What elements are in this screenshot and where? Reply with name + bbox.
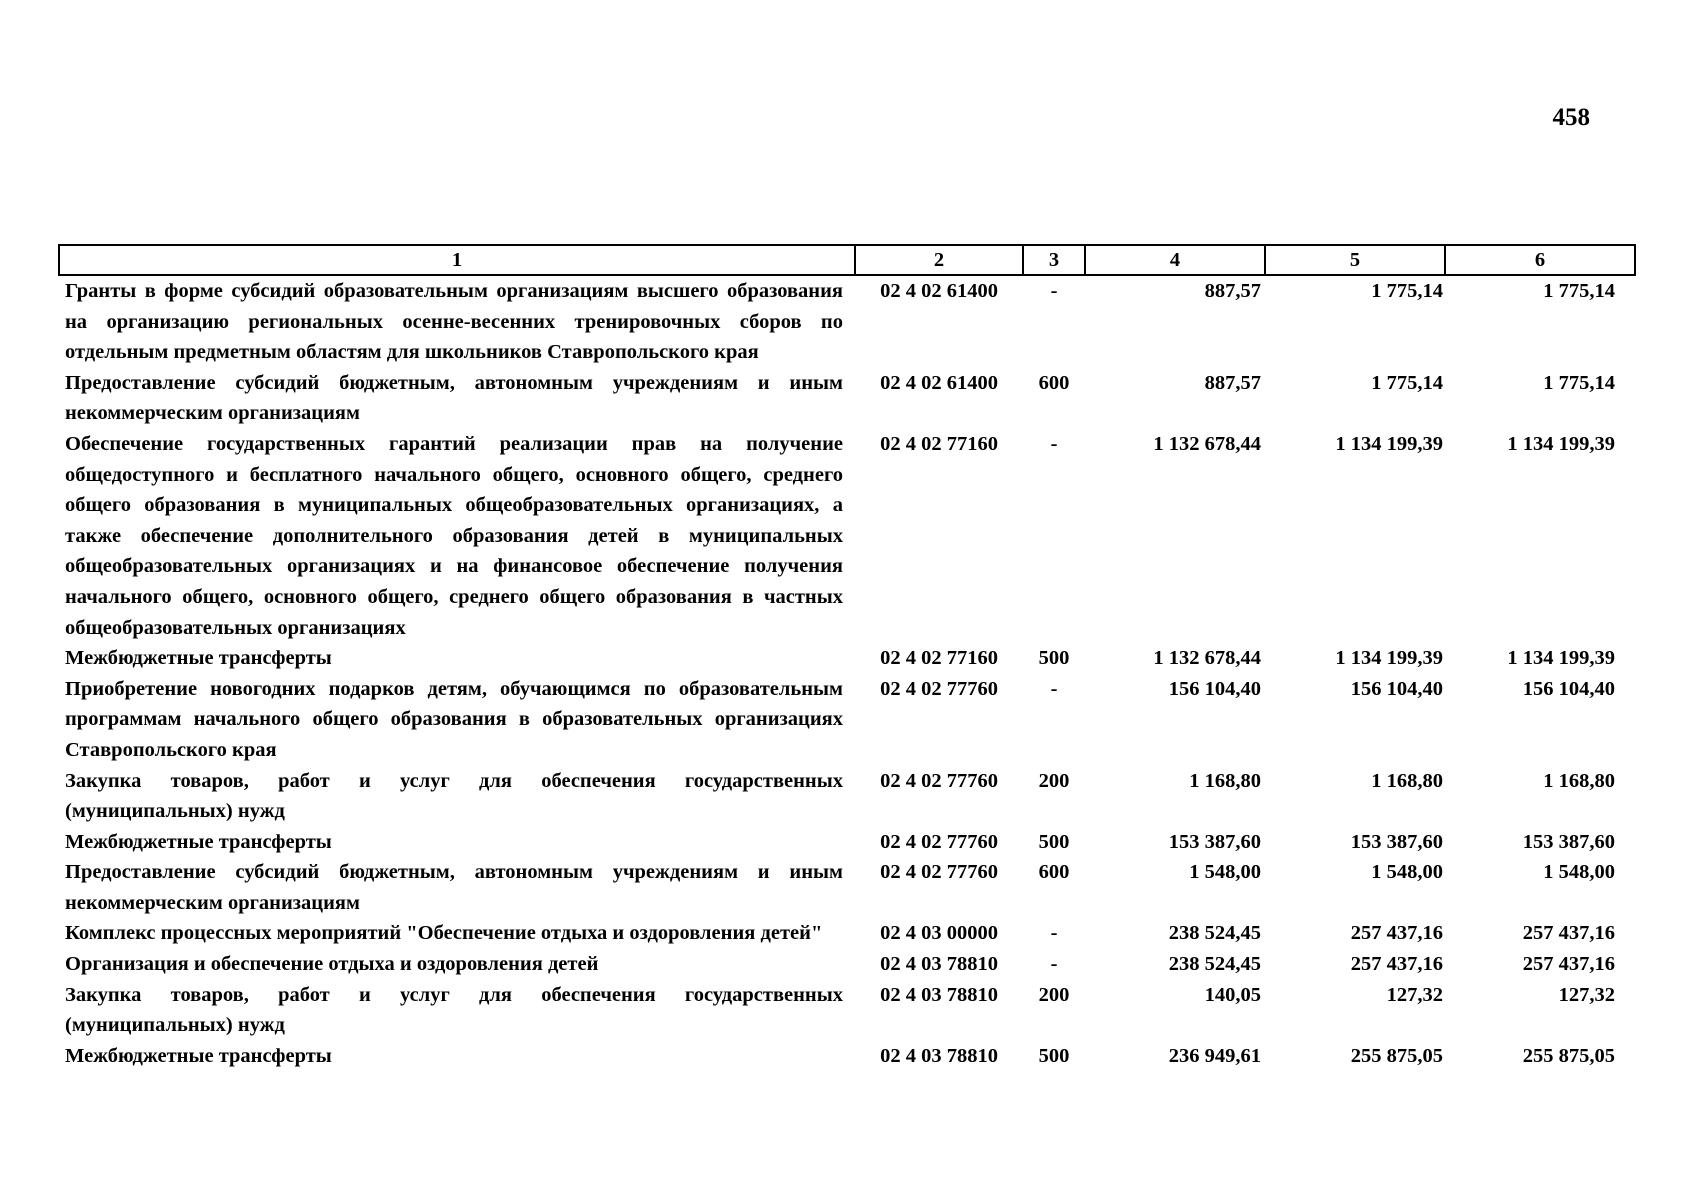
row-type: - — [1050, 922, 1058, 945]
table-body — [59, 275, 1635, 1071]
row-value-5: 156 104,40 — [1350, 677, 1443, 700]
row-type: 500 — [1038, 1044, 1070, 1067]
row-value-4: 238 524,45 — [1168, 922, 1261, 945]
row-code: 02 4 02 77760 — [880, 677, 998, 700]
row-type: - — [1050, 953, 1058, 976]
row-value-6: 257 437,16 — [1522, 953, 1615, 976]
row-code: 02 4 02 77760 — [880, 861, 998, 884]
column-header-6: 6 — [1445, 245, 1635, 275]
row-value-6: 1 134 199,39 — [1507, 432, 1615, 455]
row-name: Комплекс процессных мероприятий "Обеспечение отдыха и оздоровления детей" — [65, 922, 823, 945]
row-value-4: 156 104,40 — [1168, 677, 1261, 700]
row-name: Предоставление субсидий бюджетным, автономным учреждениям и иным некоммерческим организациям — [65, 371, 843, 425]
row-code: 02 4 02 77760 — [880, 830, 998, 853]
row-value-6: 1 134 199,39 — [1507, 647, 1615, 670]
row-type: 600 — [1038, 861, 1070, 884]
table-row — [59, 1041, 1635, 1072]
row-type: - — [1050, 677, 1058, 700]
row-value-4: 238 524,45 — [1168, 953, 1261, 976]
row-value-6: 153 387,60 — [1522, 830, 1615, 853]
table-row — [59, 949, 1635, 980]
table-row — [59, 674, 1635, 766]
row-code: 02 4 02 77760 — [880, 769, 998, 792]
row-value-6: 255 875,05 — [1522, 1044, 1615, 1067]
column-header-5: 5 — [1265, 245, 1445, 275]
row-value-4: 1 168,80 — [1189, 769, 1261, 792]
row-value-5: 1 775,14 — [1371, 280, 1443, 302]
column-header-3: 3 — [1023, 245, 1085, 275]
row-type: 200 — [1038, 983, 1070, 1006]
table-row — [59, 368, 1635, 429]
row-name: Межбюджетные трансферты — [65, 830, 332, 853]
row-name: Приобретение новогодних подарков детям, обучающимся по образовательным программам начального общего образования в образовательных организациях Ставропольского края — [65, 677, 843, 761]
row-code: 02 4 02 77160 — [880, 647, 998, 670]
column-header-4: 4 — [1085, 245, 1265, 275]
table-row — [59, 857, 1635, 918]
row-value-4: 236 949,61 — [1168, 1044, 1261, 1067]
row-name: Межбюджетные трансферты — [65, 1044, 332, 1067]
row-type: - — [1050, 280, 1058, 302]
row-name: Закупка товаров, работ и услуг для обеспечения государственных (муниципальных) нужд — [65, 769, 843, 823]
table-row — [59, 918, 1635, 949]
row-name: Обеспечение государственных гарантий реализации прав на получение общедоступного и бесплатного начального общего, основного общего, среднего общего образования в муниципальных общеобразовательных организациях, а также обеспечение дополнительного образования детей в муниципальных общеобразовательных организациях и на финансовое обеспечение получения начального общего, основного общего, среднего общего образования в частных общеобразовательных организациях — [65, 432, 843, 639]
column-header-1: 1 — [59, 245, 855, 275]
row-code: 02 4 02 77160 — [880, 432, 998, 455]
row-value-4: 153 387,60 — [1168, 830, 1261, 853]
row-value-6: 1 775,14 — [1543, 280, 1615, 302]
page-number: 458 — [1552, 104, 1590, 131]
row-value-5: 1 134 199,39 — [1335, 647, 1443, 670]
table-row — [59, 980, 1635, 1041]
row-value-6: 1 548,00 — [1543, 861, 1615, 884]
row-code: 02 4 02 61400 — [880, 280, 998, 302]
row-value-6: 127,32 — [1558, 983, 1615, 1006]
row-name: Закупка товаров, работ и услуг для обеспечения государственных (муниципальных) нужд — [65, 983, 843, 1037]
row-value-5: 255 875,05 — [1350, 1044, 1443, 1067]
row-type: 500 — [1038, 830, 1070, 853]
table-row — [59, 429, 1635, 643]
row-value-5: 1 134 199,39 — [1335, 432, 1443, 455]
budget-table — [58, 244, 1636, 1071]
row-value-5: 1 775,14 — [1371, 371, 1443, 394]
row-value-4: 1 548,00 — [1189, 861, 1261, 884]
row-value-5: 257 437,16 — [1350, 953, 1443, 976]
row-type: - — [1050, 432, 1058, 455]
row-code: 02 4 03 78810 — [880, 953, 998, 976]
row-name: Межбюджетные трансферты — [65, 647, 332, 670]
row-name: Предоставление субсидий бюджетным, автономным учреждениям и иным некоммерческим организациям — [65, 861, 843, 914]
row-type: 500 — [1038, 647, 1070, 670]
row-value-6: 257 437,16 — [1522, 922, 1615, 945]
row-value-6: 156 104,40 — [1522, 677, 1615, 700]
row-type: 600 — [1038, 371, 1070, 394]
row-code: 02 4 03 78810 — [880, 983, 998, 1006]
row-code: 02 4 03 78810 — [880, 1044, 998, 1067]
row-value-5: 1 548,00 — [1371, 861, 1443, 884]
row-value-5: 127,32 — [1386, 983, 1443, 1006]
row-value-4: 1 132 678,44 — [1153, 432, 1261, 455]
table-row — [59, 827, 1635, 858]
table-row — [59, 766, 1635, 827]
row-value-6: 1 775,14 — [1543, 371, 1615, 394]
column-header-2: 2 — [855, 245, 1023, 275]
row-name: Организация и обеспечение отдыха и оздоровления детей — [65, 953, 599, 976]
row-value-6: 1 168,80 — [1543, 769, 1615, 792]
row-name: Гранты в форме субсидий образовательным организациям высшего образования на организацию региональных осенне-весенних тренировочных сборов по отдельным предметным областям для школьников Ставропольского края — [65, 280, 843, 364]
row-value-4: 887,57 — [1204, 371, 1261, 394]
table-row — [59, 643, 1635, 674]
row-value-4: 887,57 — [1204, 280, 1261, 302]
row-value-4: 1 132 678,44 — [1153, 647, 1261, 670]
row-type: 200 — [1038, 769, 1070, 792]
table-header-row — [59, 245, 1635, 275]
row-value-5: 257 437,16 — [1350, 922, 1443, 945]
row-value-5: 153 387,60 — [1350, 830, 1443, 853]
row-code: 02 4 02 61400 — [880, 371, 998, 394]
row-code: 02 4 03 00000 — [880, 922, 998, 945]
table-row — [59, 275, 1635, 368]
row-value-4: 140,05 — [1204, 983, 1261, 1006]
row-value-5: 1 168,80 — [1371, 769, 1443, 792]
